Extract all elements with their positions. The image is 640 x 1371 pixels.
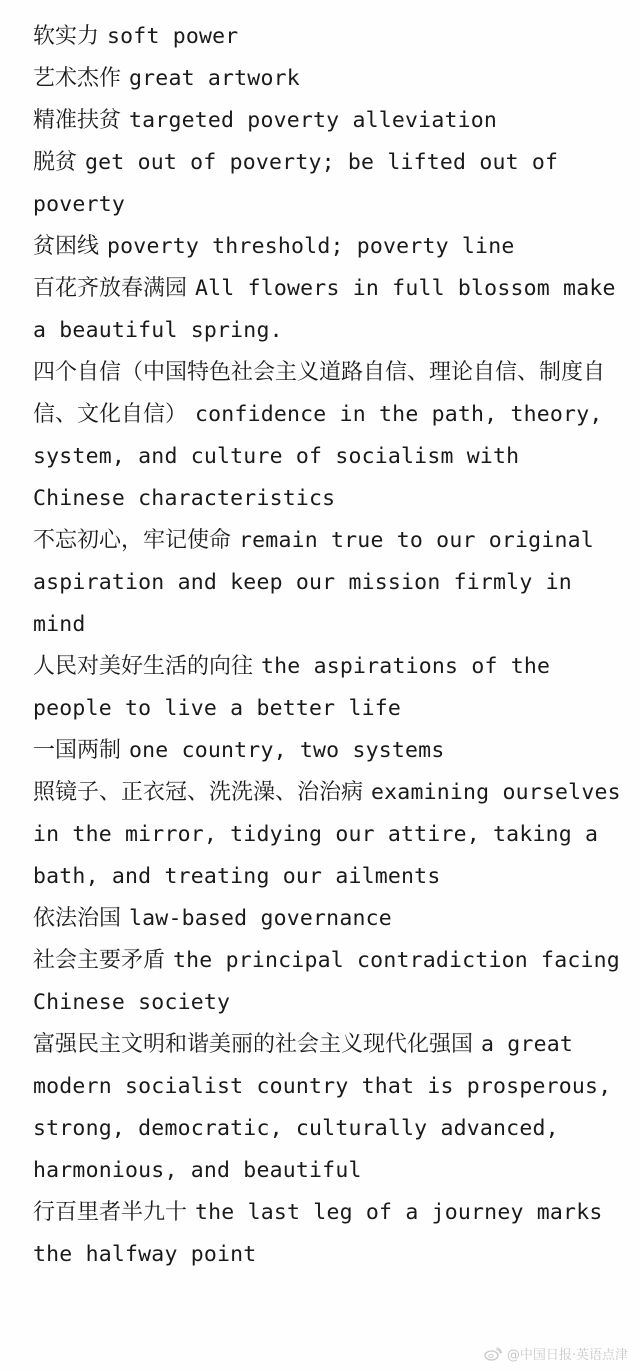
glossary-entry <box>33 142 623 226</box>
term-chinese: 照镜子、正衣冠、洗洗澡、治治病 <box>33 780 364 805</box>
term-english: law-based governance <box>129 906 392 931</box>
term-chinese: 四个自信（中国特色社会主义道路自信、理论自信、制度自信、文化自信） <box>33 360 606 427</box>
term-english: examining ourselves in the mirror, tidying our attire, taking a bath, and treating our ailments <box>33 780 621 889</box>
glossary-entry <box>33 730 623 772</box>
term-english: the principal contradiction facing Chinese society <box>33 948 620 1015</box>
term-chinese: 行百里者半九十 <box>33 1200 188 1225</box>
term-chinese: 精准扶贫 <box>33 108 122 133</box>
term-english: soft power <box>107 24 239 49</box>
term-english: get out of poverty; be lifted out of poverty <box>33 150 559 217</box>
glossary-entry <box>33 58 623 100</box>
term-chinese: 社会主要矛盾 <box>33 948 166 973</box>
term-english: the aspirations of the people to live a better life <box>33 654 551 721</box>
glossary-entry <box>33 100 623 142</box>
term-english: poverty threshold; poverty line <box>107 234 515 259</box>
term-english: All flowers in full blossom make a beautiful spring. <box>33 276 616 343</box>
term-english: one country, two systems <box>129 738 445 763</box>
term-chinese: 艺术杰作 <box>33 66 122 91</box>
term-chinese: 脱贫 <box>33 150 78 175</box>
term-chinese: 百花齐放春满园 <box>33 276 188 301</box>
watermark <box>484 1344 628 1363</box>
term-chinese: 人民对美好生活的向往 <box>33 654 254 679</box>
glossary-entry <box>33 898 623 940</box>
glossary-list <box>33 16 623 1276</box>
glossary-entry <box>33 772 623 898</box>
term-english: targeted poverty alleviation <box>129 108 498 133</box>
glossary-entry <box>33 646 623 730</box>
term-english: the last leg of a journey marks the halfway point <box>33 1200 603 1267</box>
term-chinese: 软实力 <box>33 24 100 49</box>
term-chinese: 依法治国 <box>33 906 122 931</box>
glossary-entry <box>33 1024 623 1192</box>
glossary-entry <box>33 352 623 520</box>
glossary-entry <box>33 1192 623 1276</box>
glossary-entry <box>33 226 623 268</box>
watermark-text: @中国日报·英语点津 <box>506 1348 628 1363</box>
term-chinese: 一国两制 <box>33 738 122 763</box>
weibo-icon <box>484 1347 502 1361</box>
term-english: great artwork <box>129 66 300 91</box>
term-english: a great modern socialist country that is prosperous, strong, democratic, culturally advanced, harmonious, and beautiful <box>33 1032 612 1183</box>
term-chinese: 贫困线 <box>33 234 100 259</box>
term-chinese: 不忘初心，牢记使命 <box>33 528 232 553</box>
glossary-entry <box>33 268 623 352</box>
term-chinese: 富强民主文明和谐美丽的社会主义现代化强国 <box>33 1032 474 1057</box>
glossary-entry <box>33 16 623 58</box>
glossary-entry <box>33 940 623 1024</box>
term-english: remain true to our original aspiration and keep our mission firmly in mind <box>33 528 594 637</box>
glossary-entry <box>33 520 623 646</box>
term-english: confidence in the path, theory, system, and culture of socialism with Chinese characteristics <box>33 402 603 511</box>
